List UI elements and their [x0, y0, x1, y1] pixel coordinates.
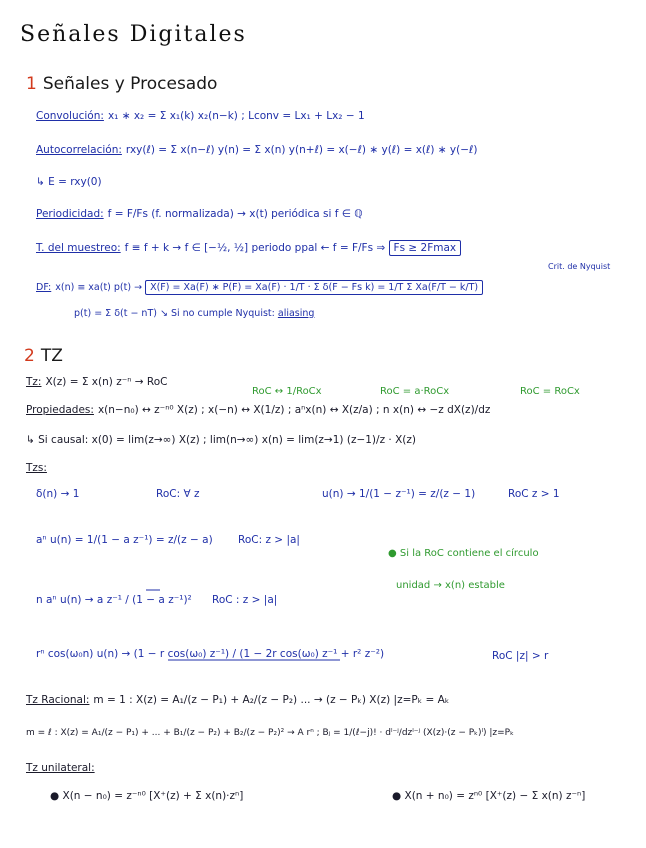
convolution-label: Convolución: — [36, 110, 104, 122]
section-2-title: TZ — [40, 346, 63, 366]
convolution-formula: x₁ ∗ x₂ = Σ x₁(k) x₂(n−k) ; Lconv = Lx₁ + Lx₂ − 1 — [107, 110, 365, 122]
convolution-line — [36, 110, 365, 122]
section-1-number: 1 — [26, 74, 37, 94]
unilateral-heading — [26, 762, 99, 774]
stability-note-2: unidad → x(n) estable — [396, 580, 505, 591]
autocorrelation-formula: rxy(ℓ) = Σ x(n−ℓ) y(n) = Σ x(n) y(n+ℓ) = x(−ℓ) ∗ y(ℓ) = x(ℓ) ∗ y(−ℓ) — [125, 144, 478, 156]
sampling-label: T. del muestreo: — [36, 242, 121, 254]
tz-label: Tz: — [26, 376, 42, 388]
df-formula-start: x(n) ≡ xa(t) p(t) → — [55, 282, 143, 293]
periodicity-formula: f = F/Fs (f. normalizada) → x(t) periódica si f ∈ ℚ — [107, 208, 363, 220]
autocorrelation-label: Autocorrelación: — [36, 144, 122, 156]
sampling-formula: f ≡ f + k → f ∈ [−½, ½] periodo ppal ← f = F/Fs ⇒ — [124, 242, 386, 254]
pair-step: u(n) → 1/(1 − z⁻¹) = z/(z − 1) — [322, 488, 476, 500]
pair-exp: aⁿ u(n) = 1/(1 − a z⁻¹) = z/(z − a) — [36, 534, 213, 546]
energy-line: ↳ E = rxy(0) — [36, 176, 102, 188]
properties-formula: x(n−n₀) ↔ z⁻ⁿ⁰ X(z) ; x(−n) ↔ X(1/z) ; aⁿx(n) ↔ X(z/a) ; n x(n) ↔ −z dX(z)/dz — [97, 404, 491, 416]
pair-cos-roc: RoC |z| > r — [492, 650, 549, 662]
roc-scaled: RoC = a·RoCx — [380, 386, 450, 397]
tzs-heading — [26, 462, 51, 474]
pair-n-exp-roc: RoC : z > |a| — [212, 594, 278, 606]
df-formula-2: p(t) = Σ δ(t − nT) ↘ Si no cumple Nyquist: — [74, 308, 275, 319]
autocorrelation-line — [36, 144, 477, 156]
sampling-line — [36, 242, 461, 254]
pair-cos: rⁿ cos(ω₀n) u(n) → (1 − r cos(ω₀) z⁻¹) / (1 − 2r cos(ω₀) z⁻¹ + r² z⁻²) — [36, 648, 385, 660]
section-2-heading — [24, 346, 63, 366]
df-line-2 — [74, 308, 314, 319]
unilateral-delay: ● X(n − n₀) = z⁻ⁿ⁰ [X⁺(z) + Σ x(n)·zⁿ] — [50, 790, 244, 802]
pair-n-exp: n aⁿ u(n) → a z⁻¹ / (1 − a z⁻¹)² — [36, 594, 192, 606]
unilateral-label: Tz unilateral: — [26, 762, 95, 774]
causal-line: ↳ Si causal: x(0) = lim(z→∞) X(z) ; lim(n→∞) x(n) = lim(z→1) (z−1)/z · X(z) — [26, 434, 416, 446]
rational-label: Tz Racional: — [26, 694, 90, 706]
periodicity-label: Periodicidad: — [36, 208, 104, 220]
roc-inverse: RoC ↔ 1/RoCx — [252, 386, 322, 397]
section-2-number: 2 — [24, 346, 35, 366]
properties-label: Propiedades: — [26, 404, 94, 416]
section-1-heading — [26, 74, 217, 94]
df-line — [36, 282, 483, 293]
nyquist-note: Crit. de Nyquist — [548, 262, 611, 271]
nyquist-box: Fs ≥ 2Fmax — [389, 240, 462, 256]
pair-exp-roc: RoC: z > |a| — [238, 534, 300, 546]
aliasing-word: aliasing — [277, 308, 315, 319]
properties-line — [26, 404, 490, 416]
periodicity-line — [36, 208, 363, 220]
rational-line-1 — [26, 694, 449, 706]
pair-delta: δ(n) → 1 — [36, 488, 80, 500]
tz-formula: X(z) = Σ x(n) z⁻ⁿ → RoC — [45, 376, 168, 388]
tz-definition-line — [26, 376, 168, 388]
tzs-label: Tzs: — [26, 462, 47, 474]
roc-same: RoC = RoCx — [520, 386, 580, 397]
pair-step-roc: RoC z > 1 — [508, 488, 560, 500]
pair-delta-roc: RoC: ∀ z — [156, 488, 200, 500]
df-label: DF: — [36, 282, 52, 293]
df-box: X(F) = Xa(F) ∗ P(F) = Xa(F) · 1/T · Σ δ(F − Fs k) = 1/T Σ Xa(F/T − k/T) — [145, 280, 483, 295]
unilateral-advance: ● X(n + n₀) = zⁿ⁰ [X⁺(z) − Σ x(n) z⁻ⁿ] — [392, 790, 586, 802]
rational-line-2: m = ℓ : X(z) = A₁/(z − P₁) + ... + B₁/(z − P₂) + B₂/(z − P₂)² → A rⁿ ; Bⱼ = 1/(ℓ−j)! · dˡ⁻ʲ/dzˡ⁻ʲ (X(z)·(z − Pₖ)ˡ) |z=Pₖ — [26, 728, 514, 738]
section-1-title: Señales y Procesado — [42, 74, 218, 94]
page-title: Señales Digitales — [20, 22, 247, 47]
rational-simple: m = 1 : X(z) = A₁/(z − P₁) + A₂/(z − P₂) ... → (z − Pₖ) X(z) |z=Pₖ = Aₖ — [93, 694, 450, 706]
stability-note-1: ● Si la RoC contiene el círculo — [388, 548, 539, 559]
